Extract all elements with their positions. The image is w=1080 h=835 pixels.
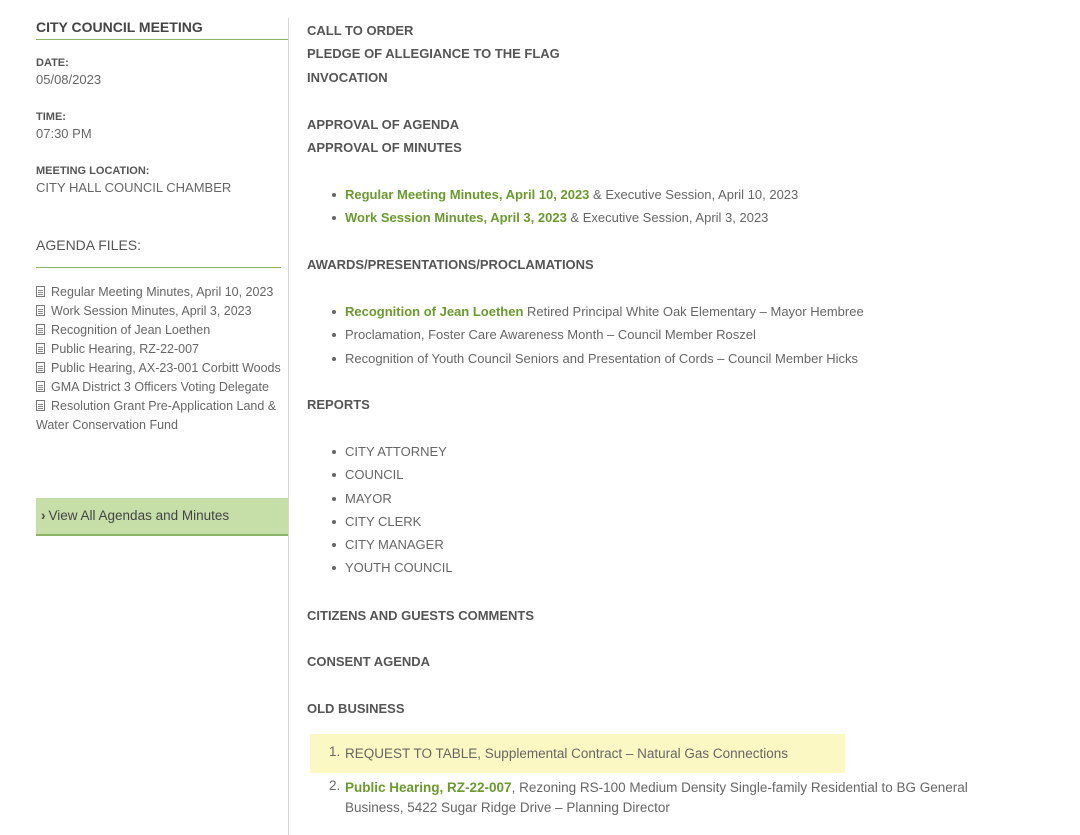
minutes-link[interactable]: Regular Meeting Minutes, April 10, 2023: [345, 187, 590, 202]
chevron-right-icon: ›: [41, 508, 46, 523]
agenda-file-item-continued[interactable]: [36, 416, 281, 435]
list-item: YOUTH COUNCIL: [345, 559, 453, 582]
column-divider: [288, 18, 289, 835]
meeting-title: CITY COUNCIL MEETING: [36, 19, 288, 40]
agenda-file-item[interactable]: [36, 283, 281, 302]
list-item-text: & Executive Session, April 3, 2023: [566, 210, 769, 226]
invocation-heading: INVOCATION: [307, 70, 388, 85]
list-item: [345, 350, 864, 373]
agenda-file-item[interactable]: [36, 302, 281, 321]
list-item-text: Retired Principal White Oak Elementary – Mayor Hembree: [523, 304, 864, 319]
list-item: CITY ATTORNEY: [345, 443, 453, 466]
approval-minutes-heading: APPROVAL OF MINUTES: [307, 140, 462, 155]
agenda-file-label[interactable]: Work Session Minutes, April 3, 2023: [51, 304, 252, 318]
date-label: DATE:: [36, 57, 69, 69]
list-item: CITY MANAGER: [345, 536, 453, 559]
list-item-text: Recognition of Youth Council Seniors and Presentation of Cords – Council Member Hicks: [345, 350, 859, 366]
recognition-link[interactable]: Recognition of Jean Loethen: [345, 304, 524, 319]
agenda-files-title: AGENDA FILES:: [36, 237, 281, 268]
agenda-file-label[interactable]: Resolution Grant Pre-Application Land &: [51, 399, 277, 413]
agenda-file-label[interactable]: Public Hearing, RZ-22-007: [51, 342, 199, 356]
agenda-file-item[interactable]: [36, 397, 281, 416]
reports-list: [345, 443, 453, 583]
view-all-label[interactable]: View All Agendas and Minutes: [48, 508, 230, 523]
sidebar: [36, 0, 288, 835]
awards-heading: AWARDS/PRESENTATIONS/PROCLAMATIONS: [307, 257, 594, 272]
document-icon: [36, 324, 45, 335]
date-value: 05/08/2023: [36, 72, 102, 87]
location-label: MEETING LOCATION:: [36, 165, 150, 177]
list-item: [345, 326, 864, 349]
item-number: 1.: [329, 744, 341, 759]
consent-heading: CONSENT AGENDA: [307, 654, 431, 669]
list-item: CITY CLERK: [345, 513, 453, 536]
item-text: , Rezoning RS-100 Medium Density Single-family Residential to BG General: [511, 780, 968, 795]
agenda-file-item[interactable]: [36, 359, 281, 378]
approval-agenda-heading: APPROVAL OF AGENDA: [307, 117, 460, 132]
time-label: TIME:: [36, 111, 66, 123]
document-icon: [36, 286, 45, 297]
pledge-heading: PLEDGE OF ALLEGIANCE TO THE FLAG: [307, 46, 560, 61]
document-icon: [36, 343, 45, 354]
reports-heading: REPORTS: [307, 397, 370, 412]
list-item: [345, 209, 798, 232]
agenda-file-item[interactable]: [36, 340, 281, 359]
agenda-file-label[interactable]: GMA District 3 Officers Voting Delegate: [51, 380, 269, 394]
item-line-1: [345, 778, 968, 798]
document-icon: [36, 362, 45, 373]
citizens-heading: CITIZENS AND GUESTS COMMENTS: [307, 608, 535, 623]
minutes-list: [345, 186, 798, 233]
item-text: REQUEST TO TABLE, Supplemental Contract – Natural Gas Connections: [345, 746, 788, 761]
call-to-order-heading: CALL TO ORDER: [307, 23, 414, 38]
agenda-file-item[interactable]: [36, 378, 281, 397]
document-icon: [36, 305, 45, 316]
list-item-text: Proclamation, Foster Care Awareness Month – Council Member Roszel: [345, 327, 756, 343]
item-number: 2.: [329, 778, 341, 793]
location-value: CITY HALL COUNCIL CHAMBER: [36, 180, 232, 195]
list-item: [345, 303, 864, 326]
minutes-link[interactable]: Work Session Minutes, April 3, 2023: [345, 210, 567, 226]
list-item: MAYOR: [345, 490, 453, 513]
public-hearing-link[interactable]: Public Hearing, RZ-22-007: [345, 780, 512, 795]
view-all-agendas-button[interactable]: [36, 498, 288, 536]
list-item-text: & Executive Session, April 10, 2023: [589, 187, 799, 202]
list-item: COUNCIL: [345, 466, 453, 489]
agenda-file-label[interactable]: Regular Meeting Minutes, April 10, 2023: [51, 285, 274, 299]
agenda-file-item[interactable]: [36, 321, 281, 340]
awards-list: [345, 303, 864, 373]
list-item: [345, 186, 798, 209]
agenda-file-label[interactable]: Recognition of Jean Loethen: [51, 323, 211, 337]
document-icon: [36, 400, 45, 411]
item-line-2: Business, 5422 Sugar Ridge Drive – Planning Director: [345, 800, 670, 815]
old-business-heading: OLD BUSINESS: [307, 701, 405, 716]
agenda-file-label[interactable]: Public Hearing, AX-23-001 Corbitt Woods: [51, 361, 281, 375]
agenda-file-list: [36, 283, 281, 435]
time-value: 07:30 PM: [36, 126, 92, 141]
agenda-file-label[interactable]: Water Conservation Fund: [36, 418, 178, 432]
document-icon: [36, 381, 45, 392]
